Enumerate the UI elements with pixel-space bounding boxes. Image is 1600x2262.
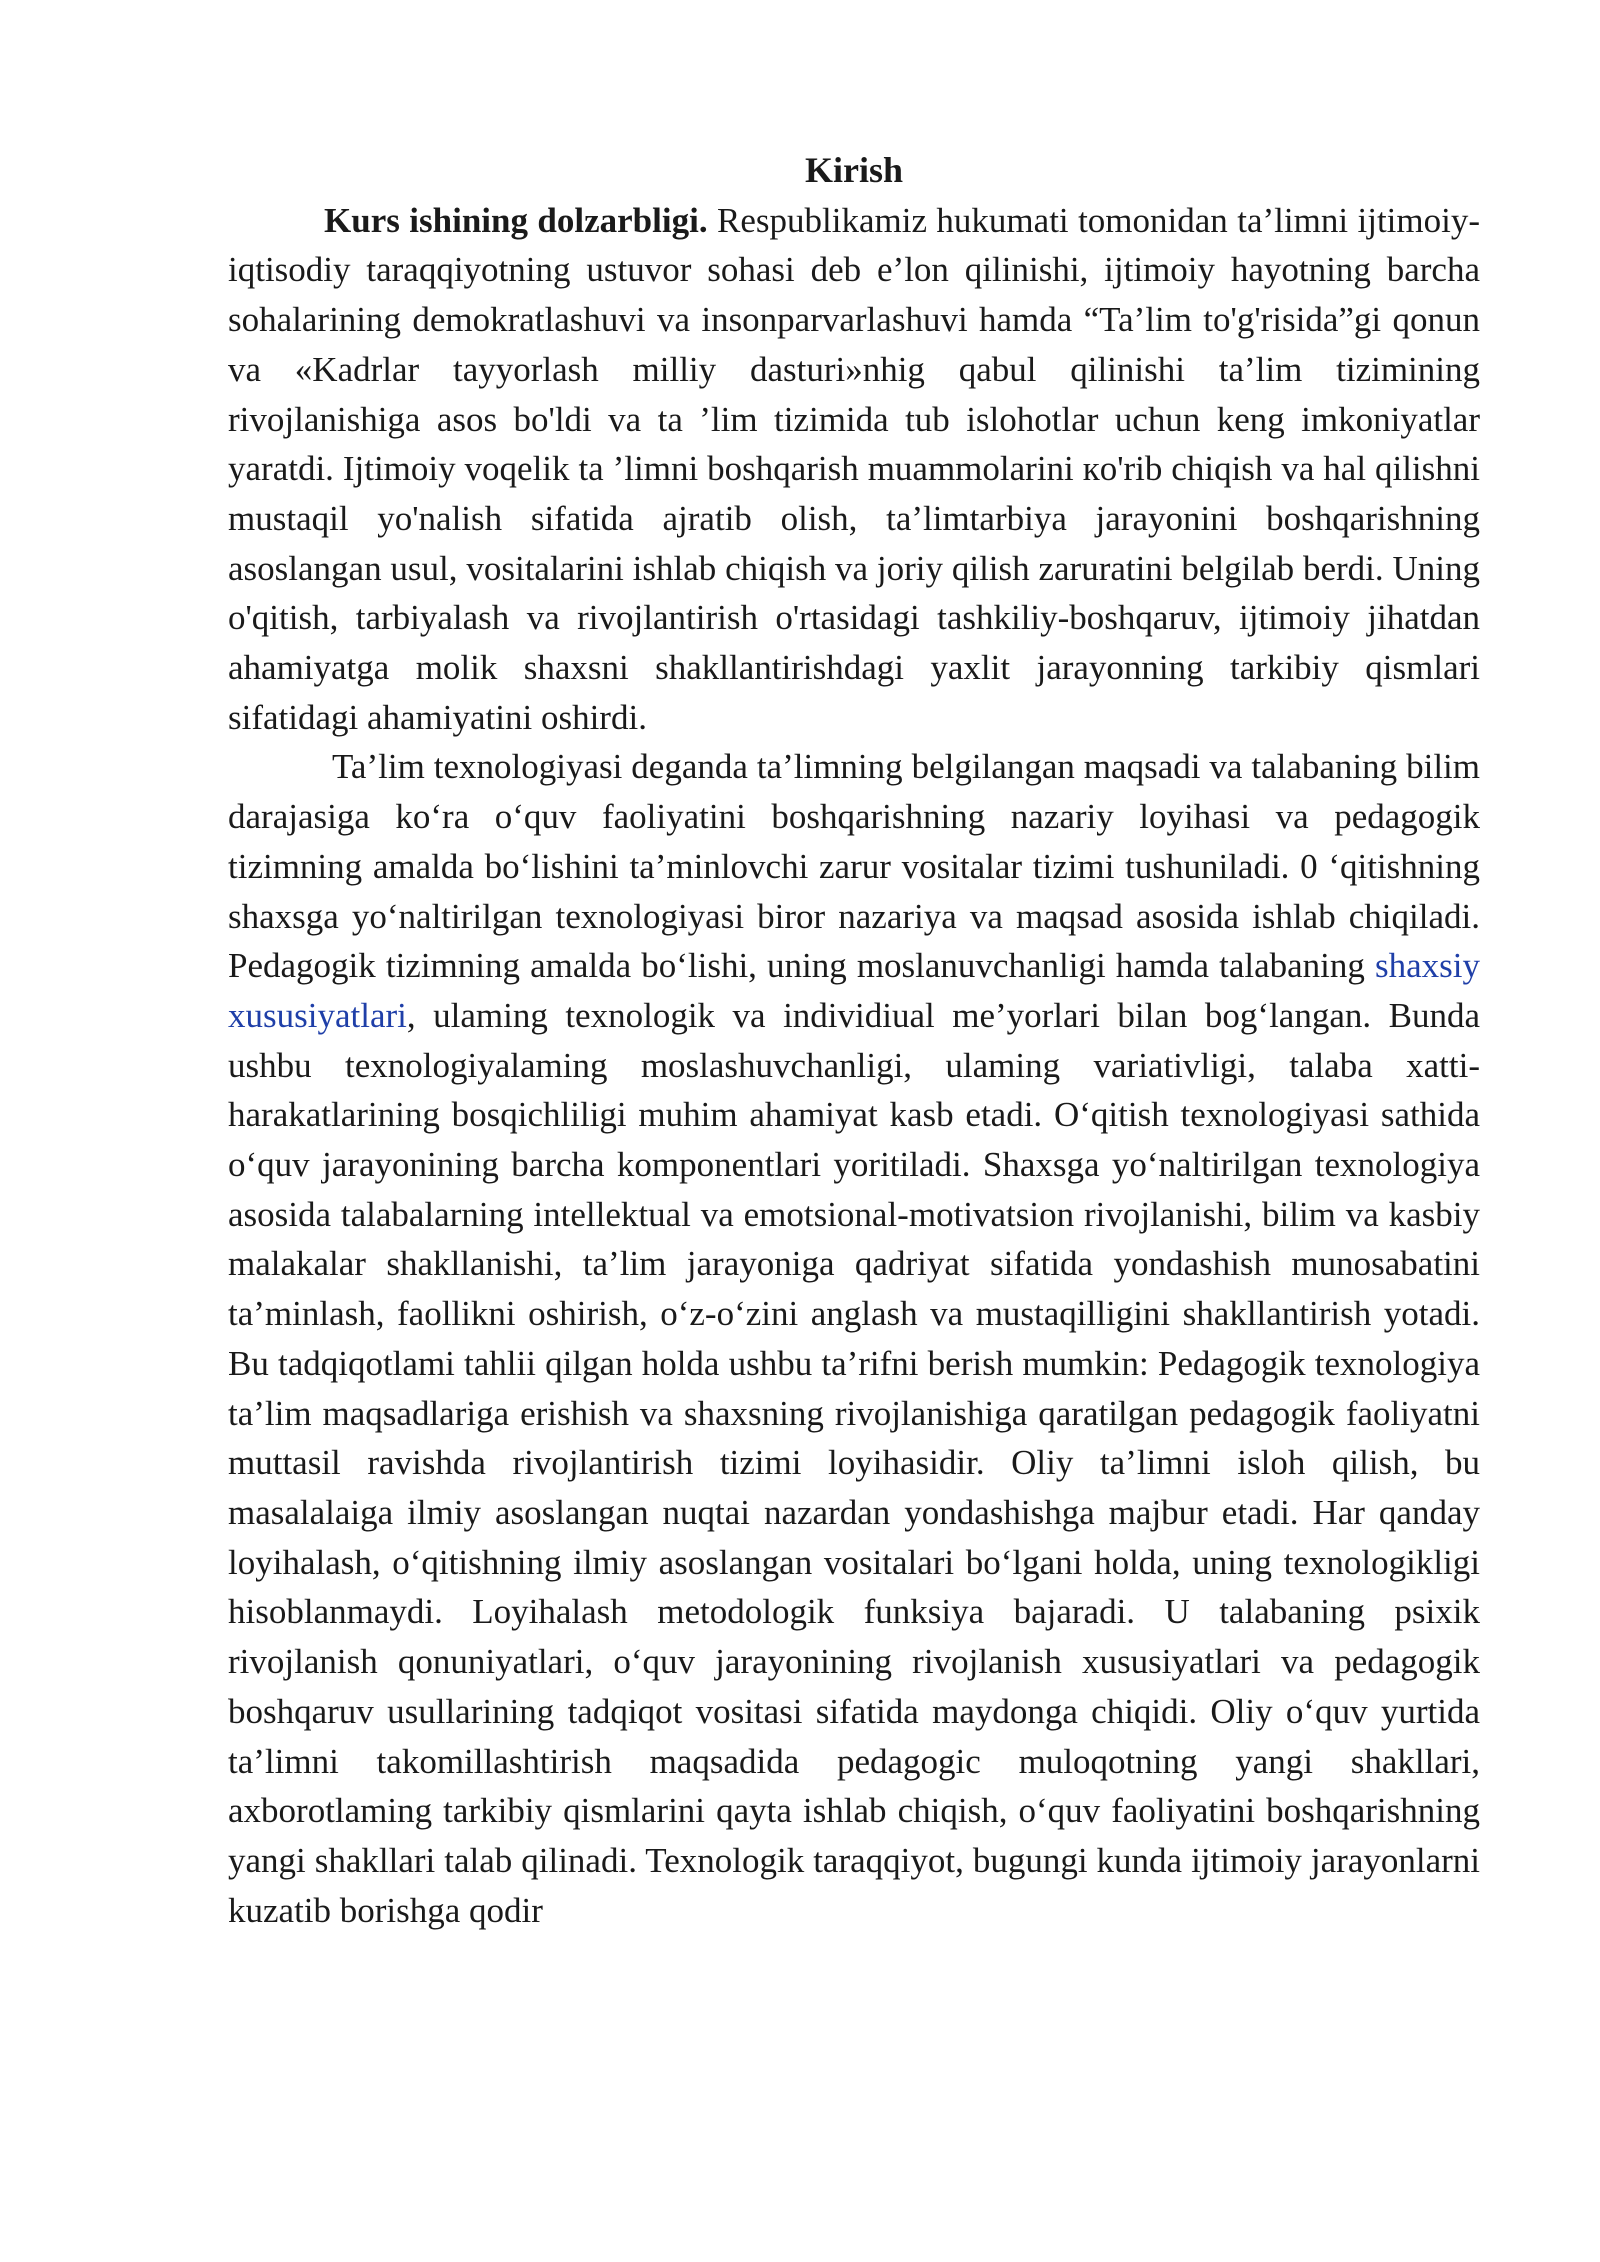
section-heading: Kirish [804, 150, 903, 190]
paragraph-relevance [228, 196, 1480, 743]
paragraph-text: Ta’lim texnologiyasi deganda ta’limning belgilangan maqsadi va talabaning bilim darajasiga ko‘ra o‘quv faoliyatini boshqarishning nazariy loyihasi va pedagogik tizimning amalda bo‘lishini ta’minlovchi zarur vositalar tizimi tushuniladi. 0 ‘qitishning shaxsga yo‘naltirilgan texnologiyasi biror nazariya va maqsad asosida ishlab chiqiladi. Pedagogik tizimning amalda bo‘lishi, uning moslanuvchanligi hamda talabaning [228, 747, 1480, 986]
paragraph-technology [228, 742, 1480, 1935]
paragraph-text: Respublikamiz hukumati tomonidan ta’limni ijtimoiy-iqtisodiy taraqqiyotning ustuvor sohasi deb e’lon qilinishi, ijtimoiy hayotning barcha sohalarining demokratlashuvi va insonparvarlashuvi hamda “Ta’lim to'g'risida”gi qonun va «Kadrlar tayyorlash milliy dasturi»nhig qabul qilinishi ta’lim tizimining rivojlanishiga asos bo'ldi va ta ’lim tizimida tub islohotlar uchun keng imkoniyatlar yaratdi. Ijtimoiy voqelik ta ’limni boshqarish muammolarini кo'rib chiqish va hal qilishni mustaqil yo'nalish sifatida ajratib olish, ta’limtarbiya jarayonini boshqarishning asoslangan usul, vositalarini ishlab chiqish va joriy qilish zaruratini belgilab berdi. Uning o'qitish, tarbiyalash va rivojlantirish o'rtasidagi tashkiliy-boshqaruv, ijtimoiy jihatdan ahamiyatga molik shaxsni shakllantirishdagi yaxlit jarayonning tarkibiy qismlari sifatidagi ahamiyatini oshirdi. [228, 200, 1480, 737]
paragraph-lead: Kurs ishining dolzarbligi. [324, 200, 708, 240]
paragraph-text: , ulaming texnologik va individiual me’yorlari bilan bog‘langan. Bunda ushbu texnologiyalaming moslashuvchanligi, ulaming variativligi, talaba xatti-harakatlarining bosqichliligi muhim ahamiyat kasb etadi. O‘qitish texnologiyasi sathida o‘quv jarayonining barcha komponentlari yoritiladi. Shaxsga yo‘naltirilgan texnologiya asosida talabalarning intellektual va emotsional-motivatsion rivojlanishi, bilim va kasbiy malakalar shakllanishi, ta’lim jarayoniga qadriyat sifatida yondashish munosabatini ta’minlash, faollikni oshirish, o‘z-o‘zini anglash va mustaqilligini shakllantirish yotadi. Bu tadqiqotlami tahlii qilgan holda ushbu ta’rifni berish mumkin: Pedagogik texnologiya ta’lim maqsadlariga erishish va shaxsning rivojlanishiga qaratilgan pedagogik faoliyatni muttasil ravishda rivojlantirish tizimi loyihasidir. Oliy ta’limni isloh qilish, bu masalalaiga ilmiy asoslangan nuqtai nazardan yondashishga majbur etadi. Har qanday loyihalash, o‘qitishning ilmiy asoslangan vositalari bo‘lgani holda, uning texnologikligi hisoblanmaydi. Loyihalash metodologik funksiya bajaradi. U talabaning psixik rivojlanish qonuniyatlari, o‘quv jarayonining rivojlanish xususiyatlari va pedagogik boshqaruv usullarining tadqiqot vositasi sifatida maydonga chiqidi. Oliy o‘quv yurtida ta’limni takomillashtirish maqsadida pedagogic muloqotning yangi shakllari, axborotlaming tarkibiy qismlarini qayta ishlab chiqish, o‘quv faoliyatini boshqarishning yangi shakllari talab qilinadi. Texnologik taraqqiyot, bugungi kunda ijtimoiy jarayonlarni kuzatib borishga qodir [228, 995, 1480, 1930]
hyperlink-shaxsiy-xususiyatlari[interactable]: shaxsiy xususiyatlari [228, 946, 1480, 1035]
document-body [228, 146, 1480, 1935]
